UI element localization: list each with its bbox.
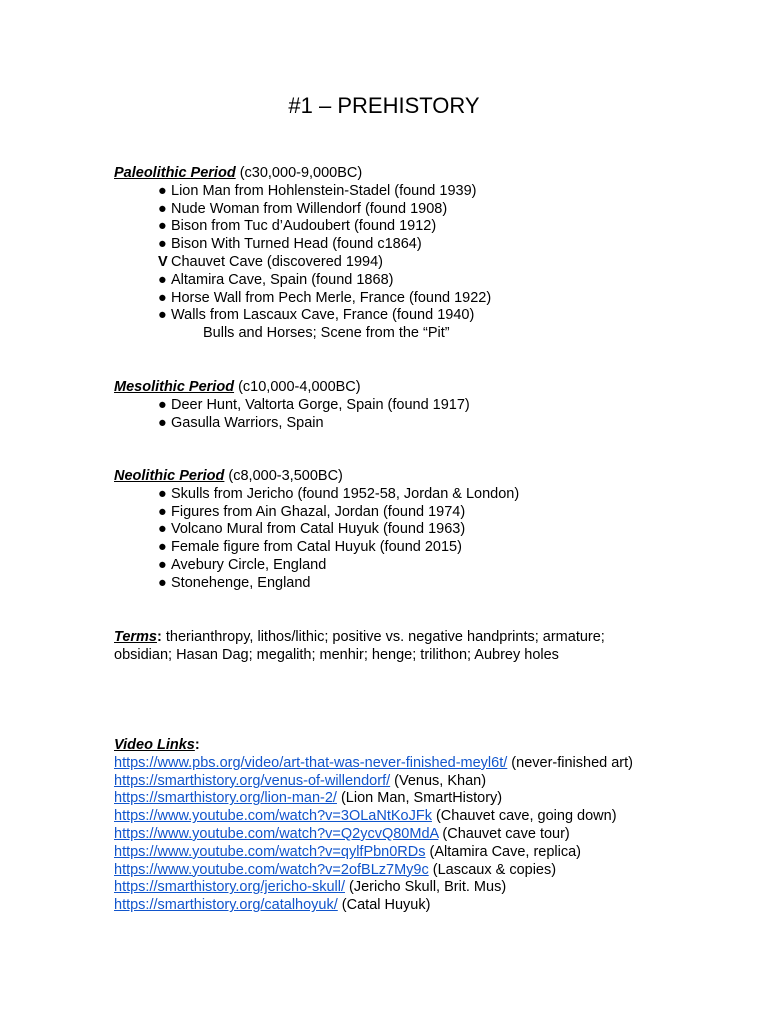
video-link[interactable]: https://smarthistory.org/jericho-skull/: [114, 879, 345, 896]
link-note: (Chauvet cave tour): [438, 825, 570, 842]
video-link[interactable]: https://www.youtube.com/watch?v=Q2ycvQ80MdA: [114, 825, 439, 842]
list-item: [114, 575, 519, 593]
list-item: [114, 557, 519, 575]
link-note: (Chauvet cave, going down): [431, 808, 617, 825]
item-text: Female figure from Catal Huyuk (found 2015): [171, 539, 462, 556]
video-link[interactable]: https://www.pbs.org/video/art-that-was-never-finished-meyl6t/: [114, 754, 508, 771]
list-item: [114, 272, 491, 290]
video-link[interactable]: https://smarthistory.org/lion-man-2/: [114, 790, 337, 807]
bullet-icon: ●: [158, 218, 167, 235]
list-item: [114, 486, 519, 504]
link-note: (Altamira Cave, replica): [425, 843, 582, 860]
list-item: [114, 504, 519, 522]
link-row: [114, 790, 633, 808]
item-text: Figures from Ain Ghazal, Jordan (found 1974): [171, 503, 466, 520]
list-item: [114, 201, 491, 219]
bullet-icon: ●: [158, 539, 167, 556]
section-video-links: [114, 737, 633, 915]
link-note: (never-finished art): [507, 754, 633, 771]
item-list: [114, 397, 470, 433]
link-note: (Catal Huyuk): [337, 897, 431, 914]
page-title: #1 – PREHISTORY: [288, 93, 480, 118]
item-text: Lion Man from Hohlenstein-Stadel (found 1939): [171, 182, 477, 199]
video-link[interactable]: https://www.youtube.com/watch?v=3OLaNtKoJFk: [114, 808, 432, 825]
section-heading: [114, 165, 491, 183]
list-item: [114, 397, 470, 415]
link-note: (Lascaux & copies): [428, 861, 557, 878]
item-text: Skulls from Jericho (found 1952-58, Jordan & London): [171, 485, 520, 502]
bullet-icon: ●: [158, 556, 167, 573]
bullet-icon: ●: [158, 521, 167, 538]
item-list: [114, 183, 491, 325]
video-link[interactable]: https://smarthistory.org/catalhoyuk/: [114, 897, 338, 914]
section-heading: [114, 737, 633, 755]
item-text: Nude Woman from Willendorf (found 1908): [171, 200, 448, 217]
link-row: [114, 844, 633, 862]
link-row: [114, 862, 633, 880]
list-item: [114, 254, 491, 272]
list-item: [114, 183, 491, 201]
section-name: Mesolithic Period: [114, 379, 235, 395]
list-item: [114, 539, 519, 557]
bullet-icon: ●: [158, 182, 167, 199]
item-text: Gasulla Warriors, Spain: [171, 414, 324, 431]
link-note: (Venus, Khan): [390, 772, 487, 789]
bullet-icon: ●: [158, 307, 167, 324]
bullet-icon: ●: [158, 289, 167, 306]
check-mark-icon: V: [158, 253, 168, 270]
item-text: Deer Hunt, Valtorta Gorge, Spain (found 1917): [171, 396, 470, 413]
section-name: Neolithic Period: [114, 468, 225, 484]
list-item: [114, 218, 491, 236]
item-text: Volcano Mural from Catal Huyuk (found 1963): [171, 521, 466, 538]
item-text: Walls from Lascaux Cave, France (found 1940): [171, 307, 475, 324]
section-dates: (c8,000-3,500BC): [224, 468, 343, 484]
item-subline: Bulls and Horses; Scene from the “Pit”: [203, 325, 450, 342]
terms-label: Terms: [114, 629, 157, 645]
item-text: Altamira Cave, Spain (found 1868): [171, 271, 394, 288]
video-links-colon: :: [194, 737, 200, 753]
section-name: Paleolithic Period: [114, 165, 236, 181]
item-text: Bison from Tuc d’Audoubert (found 1912): [171, 218, 437, 235]
list-item: [114, 236, 491, 254]
item-text: Stonehenge, England: [171, 574, 311, 591]
link-row: [114, 879, 633, 897]
video-links-label: Video Links: [114, 737, 195, 753]
list-item: [114, 415, 470, 433]
link-note: (Lion Man, SmartHistory): [336, 790, 503, 807]
section-mesolithic: [114, 379, 470, 432]
item-text: Bison With Turned Head (found c1864): [171, 236, 422, 253]
terms-colon: :: [156, 629, 162, 645]
section-neolithic: [114, 468, 519, 593]
video-link[interactable]: https://www.youtube.com/watch?v=2ofBLz7My9c: [114, 861, 429, 878]
video-link[interactable]: https://smarthistory.org/venus-of-willendorf/: [114, 772, 391, 789]
bullet-icon: ●: [158, 396, 167, 413]
list-item: [114, 521, 519, 539]
terms-text: therianthropy, lithos/lithic; positive vs. negative handprints; armature; obsidian; Hasan Dag; megalith; menhir; henge; trilithon; Aubrey holes: [114, 629, 605, 663]
list-item: [114, 307, 491, 325]
section-paleolithic: [114, 165, 491, 343]
bullet-icon: ●: [158, 271, 167, 288]
bullet-icon: ●: [158, 414, 167, 431]
section-dates: (c30,000-9,000BC): [235, 165, 363, 181]
list-item: [114, 290, 491, 308]
item-list: [114, 486, 519, 593]
bullet-icon: ●: [158, 503, 167, 520]
section-heading: [114, 468, 519, 486]
item-text: Avebury Circle, England: [171, 556, 327, 573]
bullet-icon: ●: [158, 485, 167, 502]
section-dates: (c10,000-4,000BC): [234, 379, 361, 395]
link-row: [114, 808, 633, 826]
section-heading: [114, 379, 470, 397]
bullet-icon: ●: [158, 236, 167, 253]
video-link[interactable]: https://www.youtube.com/watch?v=qylfPbn0RDs: [114, 843, 426, 860]
link-row: [114, 897, 633, 915]
link-note: (Jericho Skull, Brit. Mus): [345, 879, 507, 896]
terms-paragraph: [114, 629, 654, 665]
link-row: [114, 755, 633, 773]
bullet-icon: ●: [158, 200, 167, 217]
link-row: [114, 773, 633, 791]
item-text: Chauvet Cave (discovered 1994): [171, 253, 383, 270]
bullet-icon: ●: [158, 574, 167, 591]
link-row: [114, 826, 633, 844]
item-text: Horse Wall from Pech Merle, France (found 1922): [171, 289, 492, 306]
